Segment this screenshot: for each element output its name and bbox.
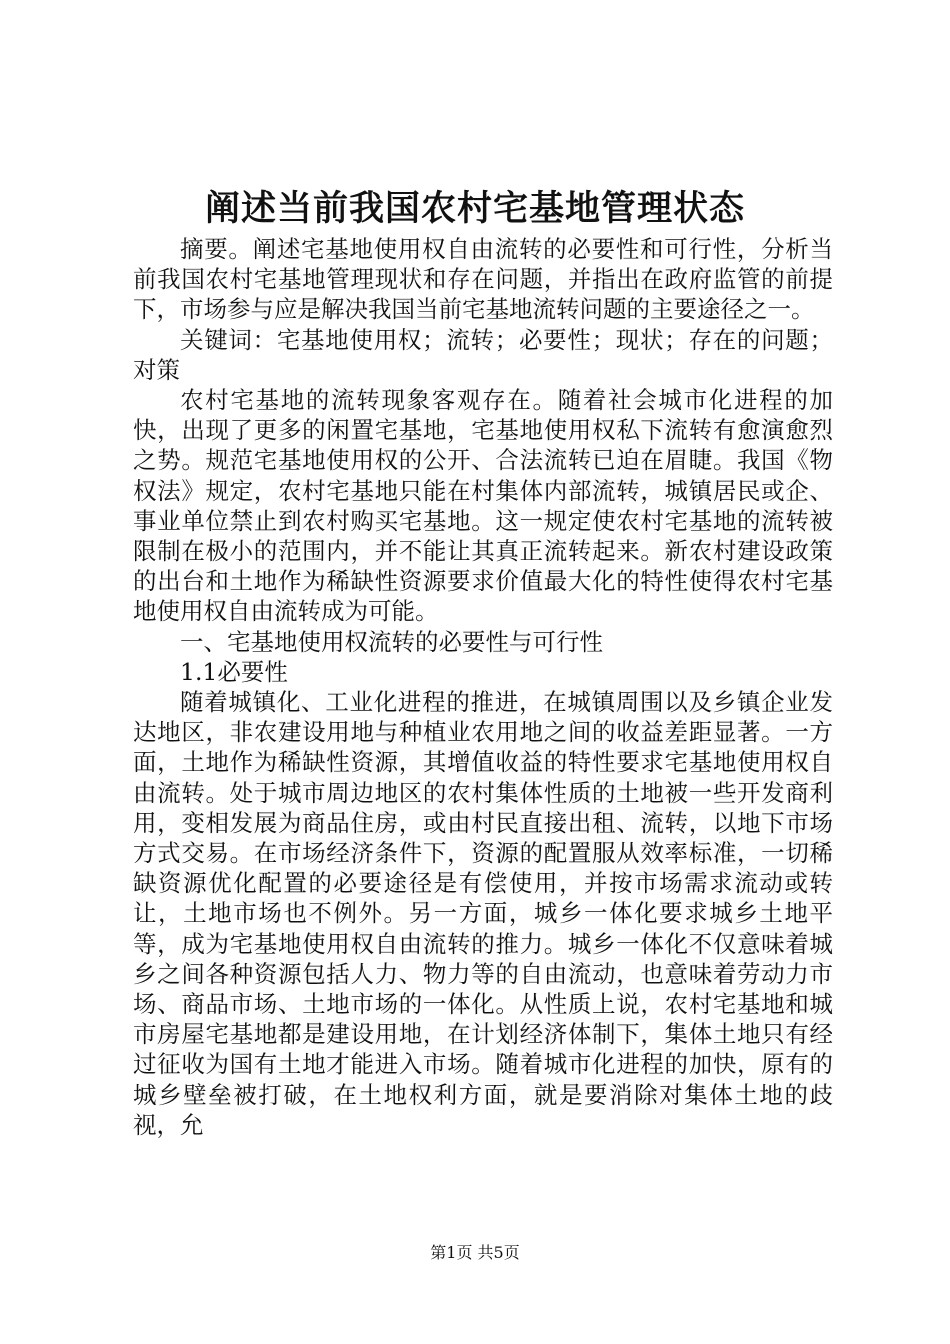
subsection-heading: 1.1必要性 [180,657,288,686]
body-paragraph: 随着城镇化、工业化进程的推进，在城镇周围以及乡镇企业发达地区，非农建设用地与种植业农用地之间的收益差距显著。一方面，土地作为稀缺性资源，其增值收益的特性要求宅基地使用权自由流转。处于城市周边地区的农村集体性质的土地被一些开发商利用，变相发展为商品住房，或由村民直接出租、流转，以地下市场方式交易。在市场经济条件下，资源的配置服从效率标准，一切稀缺资源优化配置的必要途径是有偿使用，并按市场需求流动或转让，土地市场也不例外。另一方面，城乡一体化要求城乡土地平等，成为宅基地使用权自由流转的推力。城乡一体化不仅意味着城乡之间各种资源包括人力、物力等的自由流动，也意味着劳动力市场、商品市场、土地市场的一体化。从性质上说，农村宅基地和城市房屋宅基地都是建设用地，在计划经济体制下，集体土地只有经过征收为国有土地才能进入市场。随着城市化进程的加快，原有的城乡壁垒被打破，在土地权利方面，就是要消除对集体土地的歧视，允 [133,688,833,1139]
section-heading: 一、宅基地使用权流转的必要性与可行性 [180,627,603,656]
intro-paragraph: 农村宅基地的流转现象客观存在。随着社会城市化进程的加快，出现了更多的闲置宅基地，宅基地使用权私下流转有愈演愈烈之势。规范宅基地使用权的公开、合法流转已迫在眉睫。我国《物权法》规定，农村宅基地只能在村集体内部流转，城镇居民或企、事业单位禁止到农村购买宅基地。这一规定使农村宅基地的流转被限制在极小的范围内，并不能让其真正流转起来。新农村建设政策的出台和土地作为稀缺性资源要求价值最大化的特性使得农村宅基地使用权自由流转成为可能。 [133,386,833,626]
keywords-paragraph: 关键词：宅基地使用权；流转；必要性；现状；存在的问题；对策 [133,325,833,384]
abstract-paragraph: 摘要。阐述宅基地使用权自由流转的必要性和可行性，分析当前我国农村宅基地管理现状和存在问题，并指出在政府监管的前提下，市场参与应是解决我国当前宅基地流转问题的主要途径之一。 [133,235,833,324]
document-body [133,234,833,1140]
document-title: 阐述当前我国农村宅基地管理状态 [204,188,745,229]
page-footer: 第1页 共5页 [430,1243,520,1262]
